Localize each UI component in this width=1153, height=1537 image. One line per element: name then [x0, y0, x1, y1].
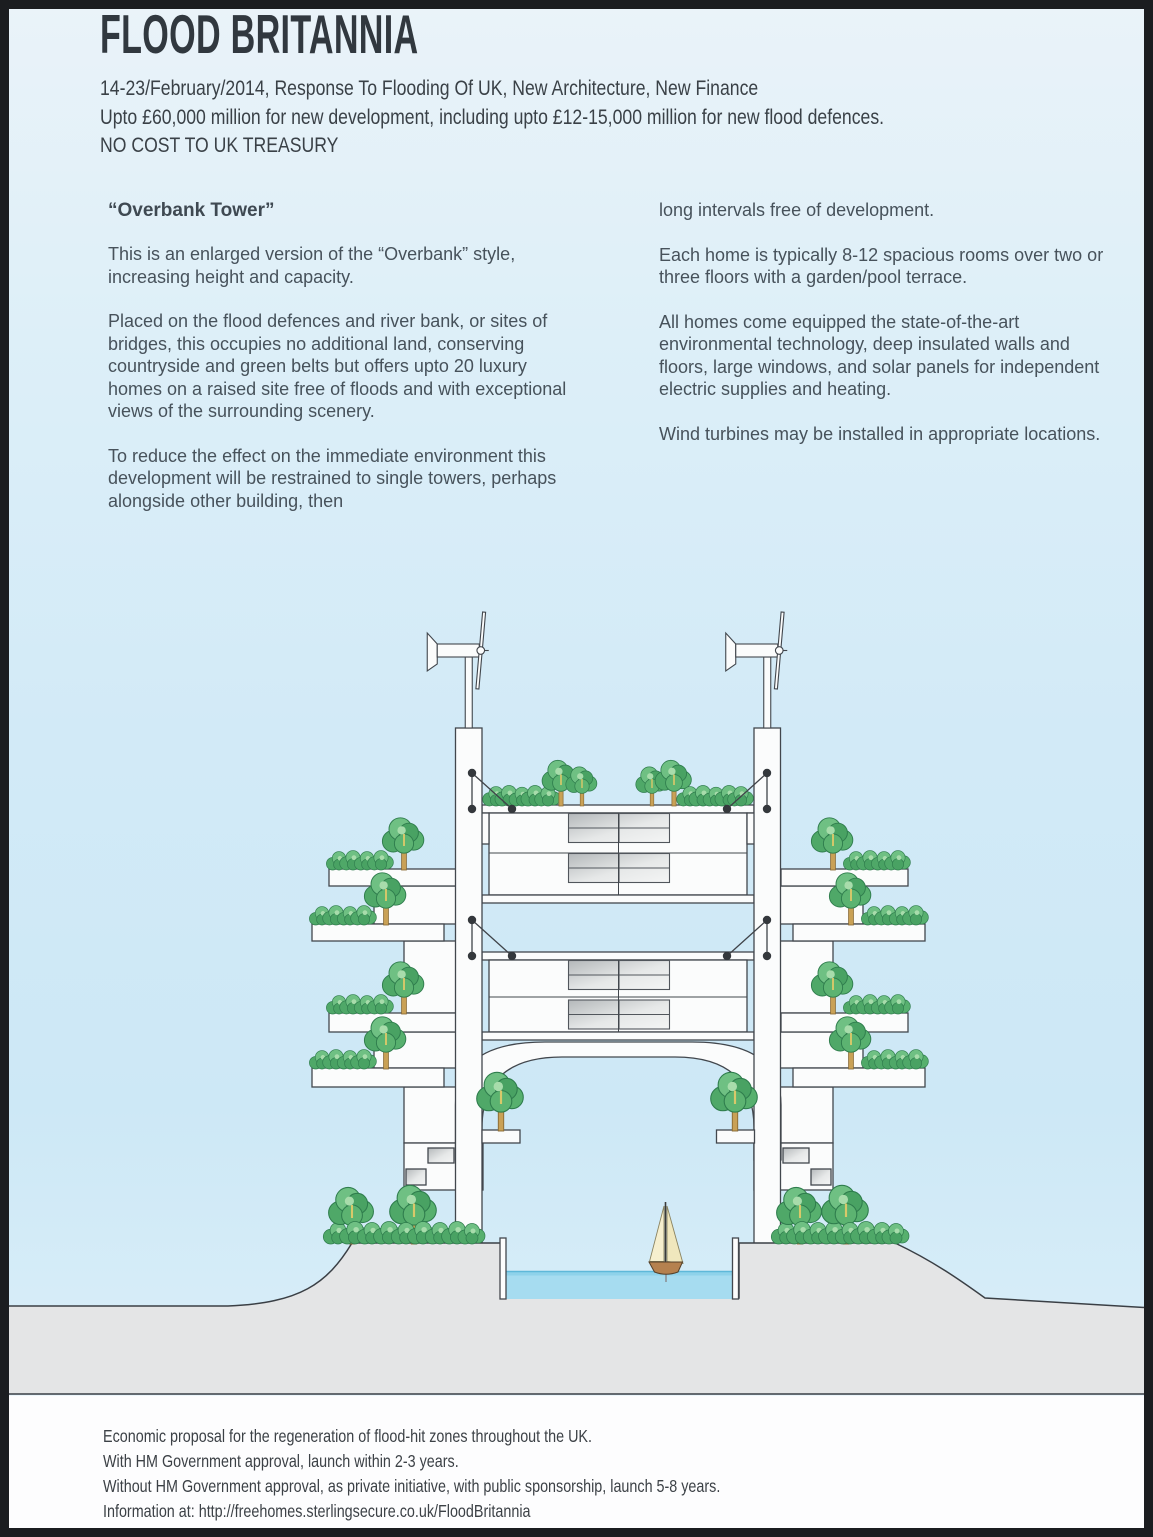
- embankment-gardens: [323, 1185, 909, 1244]
- ground-embankment: [0, 1243, 1153, 1394]
- footer-line: Without HM Government approval, as private initiative, with public sponsorship, launch 5-8 years.: [103, 1476, 721, 1496]
- body-right-column: [659, 199, 1107, 467]
- subtitle-line: Upto £60,000 million for new development, including upto £12-15,000 million for new flood defences.: [100, 104, 885, 129]
- footer-line-url: Information at: http://freehomes.sterlingsecure.co.uk/FloodBritannia: [103, 1501, 531, 1521]
- paragraph: To reduce the effect on the immediate environment this development will be restrained to single towers, perhaps alongside other building, then: [108, 445, 557, 511]
- paragraph: long intervals free of development.: [659, 200, 935, 220]
- wall-solar-panel: [783, 1148, 809, 1163]
- wind-turbine-right-icon: [726, 612, 788, 728]
- flood-wall-left: [500, 1238, 506, 1299]
- footer-line: With HM Government approval, launch within 2-3 years.: [103, 1451, 459, 1471]
- upper-block: [480, 805, 756, 903]
- subtitle-line: NO COST TO UK TREASURY: [100, 133, 339, 157]
- column-heading: “Overbank Tower”: [108, 200, 275, 221]
- middle-block: [482, 952, 754, 1040]
- left-pylon: [456, 728, 483, 1246]
- wind-turbine-left-icon: [427, 612, 489, 728]
- sailboat-icon: [649, 1202, 683, 1282]
- paragraph: Wind turbines may be installed in appropriate locations.: [659, 423, 1101, 444]
- paragraph: All homes come equipped the state-of-the-art environmental technology, deep insulated walls and floors, large windows, and solar panels for independent electric supplies and heating.: [659, 311, 1100, 399]
- paragraph: Each home is typically 8-12 spacious rooms over two or three floors with a garden/pool terrace.: [659, 244, 1104, 287]
- footer: [103, 1424, 856, 1524]
- subtitle-line: 14-23/February/2014, Response To Flooding Of UK, New Architecture, New Finance: [100, 76, 759, 100]
- flood-wall-right: [733, 1238, 739, 1299]
- footer-line: Economic proposal for the regeneration of flood-hit zones throughout the UK.: [103, 1426, 593, 1446]
- wall-solar-panel: [428, 1148, 454, 1163]
- subtitle-block: [100, 74, 1056, 160]
- arch-balcony: [717, 1130, 755, 1143]
- body-left-column: [108, 199, 568, 534]
- arch-balcony: [482, 1130, 520, 1143]
- wall-solar-panel: [406, 1169, 426, 1185]
- river: [500, 1238, 739, 1299]
- wall-solar-panel: [811, 1169, 831, 1185]
- paragraph: This is an enlarged version of the “Overbank” style, increasing height and capacity.: [108, 244, 516, 287]
- paragraph: Placed on the flood defences and river bank, or sites of bridges, this occupies no additional land, conserving countryside and green belts but offers upto 20 luxury homes on a raised site free of floods and with exceptional views of the surrounding scenery.: [108, 311, 567, 421]
- poster-title: FLOOD BRITANNIA: [100, 3, 419, 65]
